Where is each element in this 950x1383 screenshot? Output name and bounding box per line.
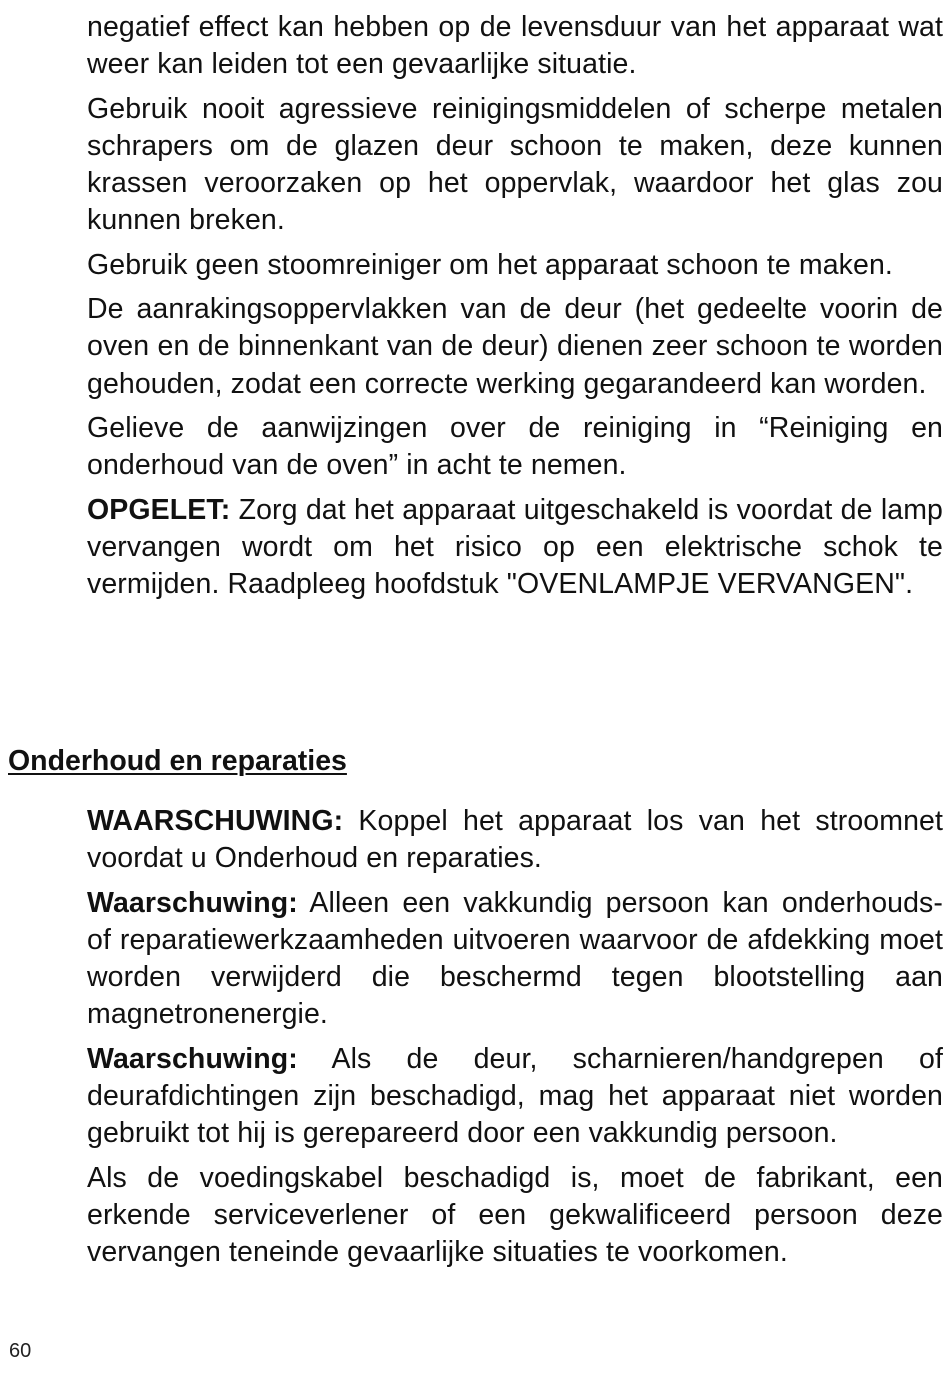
maintenance-text-section xyxy=(87,803,943,1272)
paragraph-text: Als de voedingskabel beschadigd is, moet de fabrikant, een erkende serviceverlener of een gekwalificeerd persoon deze vervangen teneinde gevaarlijke situaties te voorkomen. xyxy=(87,1161,943,1269)
paragraph-text: negatief effect kan hebben op de levensduur van het apparaat wat weer kan leiden tot een gevaarlijke situatie. xyxy=(87,11,943,81)
page-number: 60 xyxy=(9,1340,32,1362)
paragraph-caution-lamp xyxy=(87,492,943,604)
warning-label: Waarschuwing: xyxy=(87,1042,298,1075)
safety-text-section xyxy=(87,9,943,603)
paragraph-warning-damaged-door xyxy=(87,1041,943,1153)
paragraph-text: Gelieve de aanwijzingen over de reiniging in “Reiniging en onderhoud van de oven” in acht te nemen. xyxy=(87,411,943,482)
paragraph-cleaning-instructions xyxy=(87,410,943,485)
section-heading-maintenance: Onderhoud en reparaties xyxy=(8,745,347,777)
paragraph-text: De aanrakingsoppervlakken van de deur (het gedeelte voorin de oven en de binnenkant van de deur) dienen zeer schoon te worden gehouden, zodat een correcte werking gegarandeerd kan worden. xyxy=(87,293,943,400)
paragraph-text: Gebruik nooit agressieve reinigingsmiddelen of scherpe metalen schrapers om de glazen deur schoon te maken, deze kunnen krassen veroorzaken op het oppervlak, waardoor het glas zou kunnen breken. xyxy=(87,92,943,237)
paragraph-damaged-power-cable xyxy=(87,1160,943,1272)
paragraph-text: Zorg dat het apparaat uitgeschakeld is voordat de lamp vervangen wordt om het risico op een elektrische schok te vermijden. Raadpleeg hoofdstuk "OVENLAMPJE VERVANGEN". xyxy=(87,493,943,601)
paragraph-no-aggressive-cleaners xyxy=(87,91,943,240)
paragraph-text: Koppel het apparaat los van het stroomnet voordat u Onderhoud en reparaties. xyxy=(87,805,943,875)
paragraph-lifespan xyxy=(87,9,943,84)
paragraph-warning-qualified-person xyxy=(87,885,943,1034)
paragraph-no-steam-cleaner xyxy=(87,247,943,284)
paragraph-text: Alleen een vakkundig persoon kan onderhouds- of reparatiewerkzaamheden uitvoeren waarvoor de afdekking moet worden verwijderd die beschermd tegen blootstelling aan magnetronenergie. xyxy=(87,886,943,1031)
paragraph-text: Gebruik geen stoomreiniger om het apparaat schoon te maken. xyxy=(87,248,893,281)
caution-label: OPGELET: xyxy=(87,493,231,526)
paragraph-warning-disconnect xyxy=(87,803,943,878)
paragraph-door-contact-surfaces xyxy=(87,291,943,403)
paragraph-text: Als de deur, scharnieren/handgrepen of deurafdichtingen zijn beschadigd, mag het apparaat niet worden gebruikt tot hij is gerepareerd door een vakkundig persoon. xyxy=(87,1042,943,1150)
warning-label: Waarschuwing: xyxy=(87,886,298,919)
warning-label: WAARSCHUWING: xyxy=(87,805,344,837)
